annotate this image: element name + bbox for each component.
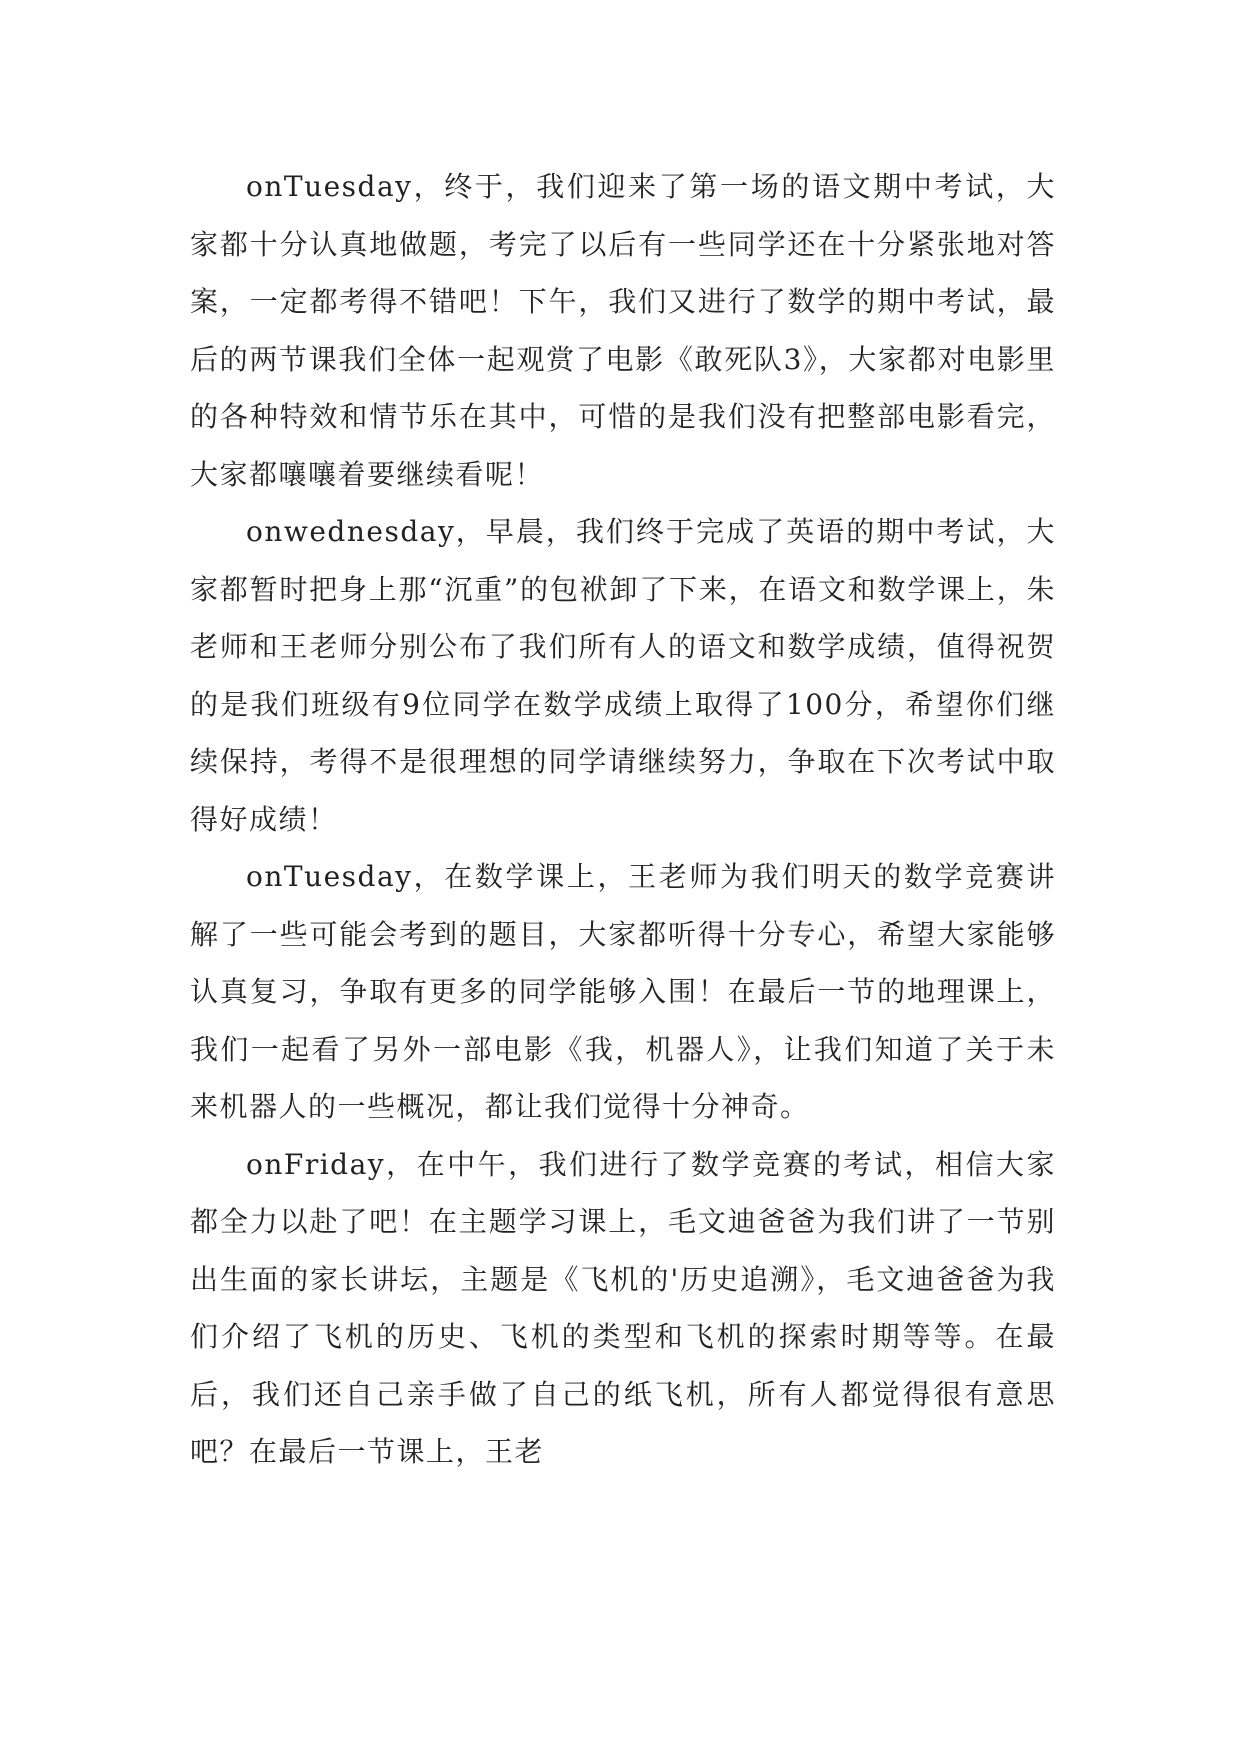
- document-body: [190, 158, 1056, 1481]
- paragraph-friday-competition: onFriday，在中午，我们进行了数学竞赛的考试，相信大家都全力以赴了吧！在主题学习课上，毛文迪爸爸为我们讲了一节别出生面的家长讲坛，主题是《飞机的'历史追溯》，毛文迪爸爸为我们介绍了飞机的历史、飞机的类型和飞机的探索时期等等。在最后，我们还自己亲手做了自己的纸飞机，所有人都觉得很有意思吧？在最后一节课上，王老: [190, 1147, 1056, 1468]
- paragraph-tuesday-exam: onTuesday，终于，我们迎来了第一场的语文期中考试，大家都十分认真地做题，考完了以后有一些同学还在十分紧张地对答案，一定都考得不错吧！下午，我们又进行了数学的期中考试，最后的两节课我们全体一起观赏了电影《敢死队3》，大家都对电影里的各种特效和情节乐在其中，可惜的是我们没有把整部电影看完，大家都嚷嚷着要继续看呢！: [190, 170, 1056, 491]
- paragraph-wednesday-results: onwednesday，早晨，我们终于完成了英语的期中考试，大家都暂时把身上那“沉重”的包袱卸了下来，在语文和数学课上，朱老师和王老师分别公布了我们所有人的语文和数学成绩，值得祝贺的是我们班级有9位同学在数学成绩上取得了100分，希望你们继续保持，考得不是很理想的同学请继续努力，争取在下次考试中取得好成绩！: [190, 515, 1056, 836]
- paragraph-tuesday-math-review: onTuesday，在数学课上，王老师为我们明天的数学竞赛讲解了一些可能会考到的题目，大家都听得十分专心，希望大家能够认真复习，争取有更多的同学能够入围！在最后一节的地理课上，我们一起看了另外一部电影《我，机器人》，让我们知道了关于未来机器人的一些概况，都让我们觉得十分神奇。: [190, 860, 1056, 1123]
